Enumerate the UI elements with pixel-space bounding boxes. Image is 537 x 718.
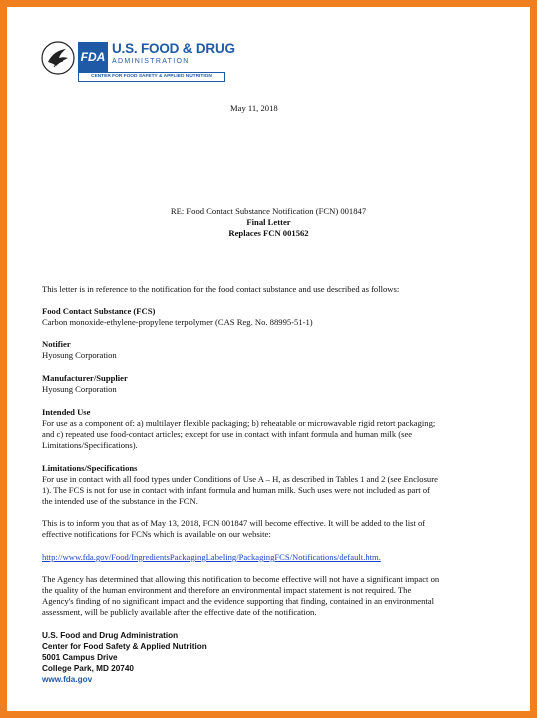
intended-use-line: Limitations/Specifications). <box>42 440 138 450</box>
final-letter-label: Final Letter <box>246 217 291 227</box>
notifications-link[interactable]: http://www.fda.gov/Food/IngredientsPackagingLabeling/PackagingFCS/Notifications/default.htm. <box>42 552 381 562</box>
fda-center-name: CENTER FOR FOOD SAFETY & APPLIED NUTRITION <box>78 72 225 82</box>
intro-paragraph: This letter is in reference to the notification for the food contact substance and use described as follows: <box>42 284 400 294</box>
agency-line: Agency's finding of no significant impact and the evidence supporting that finding, contained in an environmental <box>42 596 434 606</box>
footer-line: Center for Food Safety & Applied Nutrition <box>42 642 207 651</box>
notifier-line: Hyosung Corporation <box>42 350 117 360</box>
hhs-eagle-icon <box>40 40 76 76</box>
effective-line: This is to inform you that as of May 13, 2018, FCN 001847 will become effective. It will be added to the list of <box>42 518 426 528</box>
fcs-line: Carbon monoxide-ethylene-propylene terpolymer (CAS Reg. No. 88995-51-1) <box>42 317 313 327</box>
fda-name: U.S. FOOD & DRUG <box>112 41 235 56</box>
fda-administration: ADMINISTRATION <box>112 58 190 65</box>
footer-line: College Park, MD 20740 <box>42 664 134 673</box>
limitations-line: the intended use of the substance in the FCN. <box>42 496 198 506</box>
intended-use-heading: Intended Use <box>42 407 91 417</box>
agency-line: The Agency has determined that allowing this notification to become effective will not have a significant impact on <box>42 574 440 584</box>
footer-line: 5001 Campus Drive <box>42 653 118 662</box>
replaces-label: Replaces FCN 001562 <box>228 228 309 238</box>
effective-line: effective notifications for FCNs which is available on our website: <box>42 529 271 539</box>
limitations-line: 1). The FCS is not for use in contact with infant formula and human milk. Such uses were not included as part of <box>42 485 430 495</box>
limitations-heading: Limitations/Specifications <box>42 463 138 473</box>
intended-use-line: and c) repeated use food-contact articles; except for use in contact with infant formula and human milk (see <box>42 429 413 439</box>
fda-logo <box>40 40 235 84</box>
fda-badge: FDA <box>78 42 108 72</box>
intended-use-line: For use as a component of: a) multilayer flexible packaging; b) reheatable or microwavable rigid retort packaging; <box>42 418 436 428</box>
agency-line: the quality of the human environment and therefore an environmental impact statement is not required. The <box>42 585 412 595</box>
re-line: RE: Food Contact Substance Notification (FCN) 001847 <box>170 206 367 216</box>
manufacturer-heading: Manufacturer/Supplier <box>42 373 128 383</box>
notifier-heading: Notifier <box>42 339 71 349</box>
footer-line: U.S. Food and Drug Administration <box>42 631 179 640</box>
agency-line: assessment, will be publicly available after the effective date of the notification. <box>42 607 317 617</box>
manufacturer-line: Hyosung Corporation <box>42 384 117 394</box>
footer-website-link[interactable]: www.fda.gov <box>42 675 93 684</box>
fcs-heading: Food Contact Substance (FCS) <box>42 306 156 316</box>
letter-date: May 11, 2018 <box>230 103 278 113</box>
limitations-line: For use in contact with all food types under Conditions of Use A – H, as described in Tables 1 and 2 (see Enclosure <box>42 474 438 484</box>
